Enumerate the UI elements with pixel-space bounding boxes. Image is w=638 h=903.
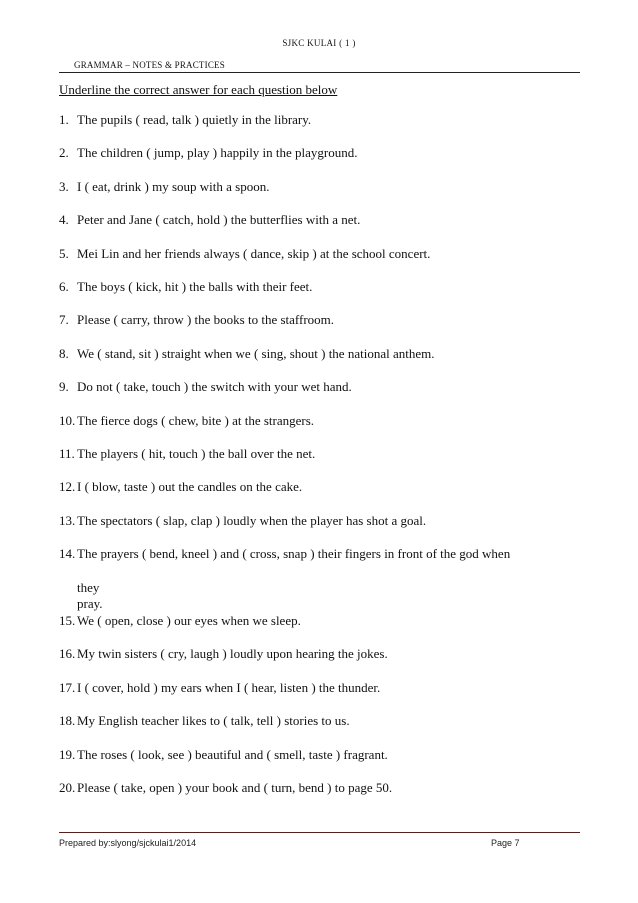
question-text: We ( stand, sit ) straight when we ( sing, shout ) the national anthem. [77, 346, 435, 361]
question-item [59, 179, 589, 195]
question-number: 12. [59, 479, 76, 494]
question-number: 3. [59, 179, 69, 194]
question-number: 14. [59, 546, 76, 561]
question-number: 7. [59, 312, 69, 327]
question-item [59, 713, 589, 729]
footer-page-number: Page 7 [491, 838, 520, 848]
question-text: Please ( take, open ) your book and ( turn, bend ) to page 50. [77, 780, 393, 795]
question-item [59, 646, 589, 662]
question-text: The fierce dogs ( chew, bite ) at the strangers. [77, 413, 315, 428]
footer-divider [59, 832, 580, 833]
question-number: 8. [59, 346, 69, 361]
footer-prepared-by: Prepared by:slyong/sjckulai1/2014 [59, 838, 197, 848]
question-item [59, 112, 589, 128]
section-title: GRAMMAR – NOTES & PRACTICES [74, 60, 225, 70]
question-item [59, 546, 589, 562]
question-text: My English teacher likes to ( talk, tell ) stories to us. [77, 713, 350, 728]
question-number: 15. [59, 613, 76, 628]
instruction-heading: Underline the correct answer for each question below [59, 82, 338, 97]
question-number: 16. [59, 646, 76, 661]
question-item [59, 312, 589, 328]
question-item [59, 680, 589, 696]
question-item [59, 613, 589, 629]
question-text: Mei Lin and her friends always ( dance, skip ) at the school concert. [77, 246, 431, 261]
question-item [59, 212, 589, 228]
question-item [59, 479, 589, 495]
question-item [59, 246, 589, 262]
question-text: I ( eat, drink ) my soup with a spoon. [77, 179, 270, 194]
question-text: My twin sisters ( cry, laugh ) loudly upon hearing the jokes. [77, 646, 388, 661]
question-text: I ( blow, taste ) out the candles on the cake. [77, 479, 303, 494]
question-text: The children ( jump, play ) happily in the playground. [77, 145, 358, 160]
question-item [59, 379, 589, 395]
question-number: 9. [59, 379, 69, 394]
question-number: 4. [59, 212, 69, 227]
question-item [59, 145, 589, 161]
question-number: 10. [59, 413, 76, 428]
question-text: The boys ( kick, hit ) the balls with their feet. [77, 279, 313, 294]
question-number: 13. [59, 513, 76, 528]
question-number: 20. [59, 780, 76, 795]
question-text: Do not ( take, touch ) the switch with your wet hand. [77, 379, 352, 394]
question-number: 11. [59, 446, 75, 461]
question-item [59, 513, 589, 529]
question-text: The roses ( look, see ) beautiful and ( smell, taste ) fragrant. [77, 747, 388, 762]
question-number: 18. [59, 713, 76, 728]
question-text: I ( cover, hold ) my ears when I ( hear, listen ) the thunder. [77, 680, 381, 695]
question-number: 5. [59, 246, 69, 261]
question-item [59, 413, 589, 429]
question-number: 17. [59, 680, 76, 695]
question-number: 1. [59, 112, 69, 127]
school-header: SJKC KULAI ( 1 ) [282, 38, 356, 48]
header-divider [59, 72, 580, 73]
question-text: Please ( carry, throw ) the books to the staffroom. [77, 312, 335, 327]
question-item [59, 747, 589, 763]
question-text: The prayers ( bend, kneel ) and ( cross, snap ) their fingers in front of the god when [77, 546, 511, 561]
question-number: 2. [59, 145, 69, 160]
question-text: The players ( hit, touch ) the ball over the net. [77, 446, 316, 461]
question-item [59, 279, 589, 295]
question-text: We ( open, close ) our eyes when we sleep. [77, 613, 301, 628]
question-item [59, 346, 589, 362]
question-text: The pupils ( read, talk ) quietly in the library. [77, 112, 312, 127]
question-text: The spectators ( slap, clap ) loudly when the player has shot a goal. [77, 513, 427, 528]
question-number: 6. [59, 279, 69, 294]
question-text: Peter and Jane ( catch, hold ) the butterflies with a net. [77, 212, 361, 227]
question-text-continuation: they pray. [77, 580, 103, 611]
question-item [59, 446, 589, 462]
question-item [59, 780, 589, 796]
question-number: 19. [59, 747, 76, 762]
